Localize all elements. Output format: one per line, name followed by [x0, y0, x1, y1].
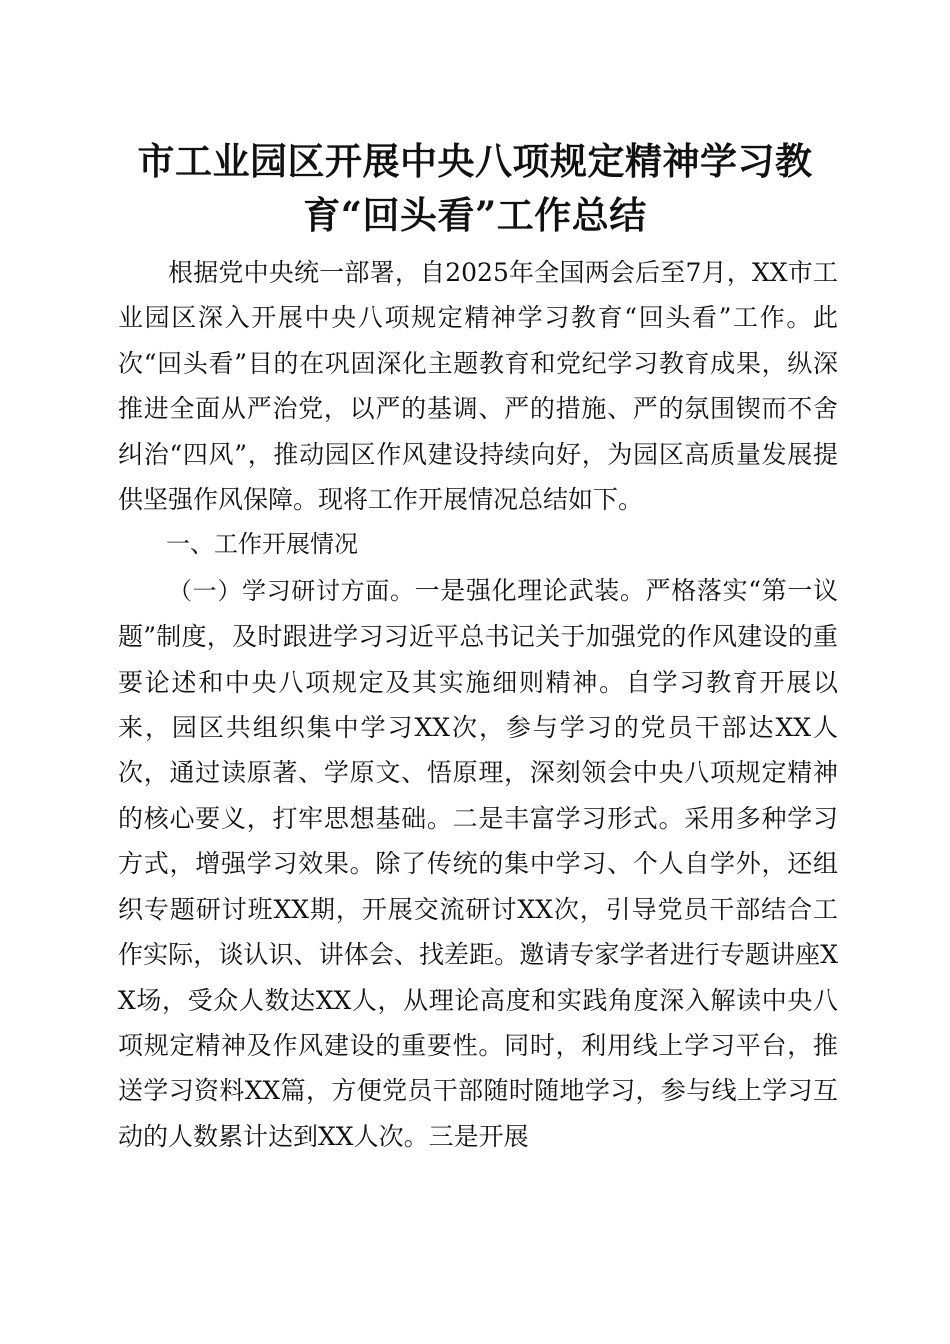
title-line-1: 市工业园区开展中央八项规定精神学习教: [137, 139, 813, 183]
subsection-paragraph-1: [118, 568, 838, 1159]
subsection-lead-1: （一）学习研讨方面。: [168, 576, 415, 605]
document-body: [118, 250, 838, 1159]
title-line-2: 育“回头看”工作总结: [303, 193, 647, 237]
subsection-text-1: 一是强化理论武装。严格落实“第一议题”制度，及时跟进学习习近平总书记关于加强党的作风建设的重要论述和中央八项规定及其实施细则精神。自学习教育开展以来，园区共组织集中学习XX次，参与学习的党员干部达XX人次，通过读原著、学原文、悟原理，深刻领会中央八项规定精神的核心要义，打牢思想基础。二是丰富学习形式。采用多种学习方式，增强学习效果。除了传统的集中学习、个人自学外，还组织专题研讨班XX期，开展交流研讨XX次，引导党员干部结合工作实际，谈认识、讲体会、找差距。邀请专家学者进行专题讲座XX场，受众人数达XX人，从理论高度和实践角度深入解读中央八项规定精神及作风建设的重要性。同时，利用线上学习平台，推送学习资料XX篇，方便党员干部随时随地学习，参与线上学习互动的人数累计达到XX人次。三是开展: [118, 575, 838, 1151]
section-heading-1: 一、工作开展情况: [166, 530, 358, 559]
document-title: [100, 134, 850, 242]
intro-paragraph: 根据党中央统一部署，自2025年全国两会后至7月，XX市工业园区深入开展中央八项规定精神学习教育“回头看”工作。此次“回头看”目的在巩固深化主题教育和党纪学习教育成果，纵深推进全面从严治党，以严的基调、严的措施、严的氛围锲而不舍纠治“四风”，推动园区作风建设持续向好，为园区高质量发展提供坚强作风保障。现将工作开展情况总结如下。: [118, 258, 838, 515]
